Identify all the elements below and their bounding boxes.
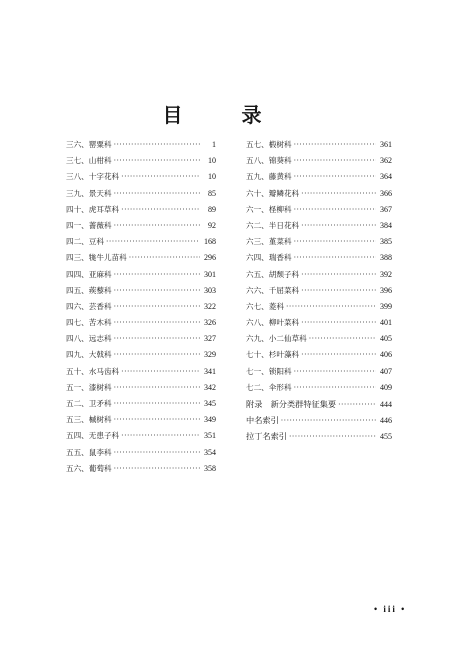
toc-entry: [66, 315, 216, 331]
toc-entry-label: 五七、椴树科: [246, 140, 292, 149]
toc-entry: [66, 445, 216, 461]
toc-entry-label: 五一、漆树科: [66, 382, 112, 392]
toc-entry-label: 中名索引: [246, 415, 279, 426]
toc-entry: [246, 169, 392, 185]
dot-leader: [121, 169, 200, 185]
toc-entry: [66, 137, 216, 153]
toc-entry: [66, 364, 216, 380]
dot-leader: [114, 283, 200, 299]
toc-entry-label: 六九、小二仙草科: [246, 334, 307, 344]
toc-entry-label: 六二、半日花科: [246, 220, 300, 230]
toc-entry: [66, 250, 216, 266]
toc-left-column: [66, 137, 216, 477]
toc-entry-page-number: 367: [380, 204, 392, 214]
toc-entry-page-number: 303: [204, 285, 216, 295]
dot-leader: [121, 364, 200, 380]
toc-entry-label: 附录 新分类群特征集要: [246, 399, 337, 409]
toc-entry: [246, 299, 392, 315]
dot-leader: [294, 169, 376, 185]
dot-leader: [294, 234, 376, 250]
toc-entry-page-number: 358: [204, 463, 216, 473]
toc-entry-label: 六六、千屈菜科: [246, 285, 300, 295]
dot-leader: [114, 412, 200, 428]
dot-leader: [294, 202, 376, 218]
toc-entry: [246, 250, 392, 266]
toc-entry-label: 五十、水马齿科: [66, 366, 120, 376]
toc-entry: [246, 428, 392, 444]
toc-entry-page-number: 329: [204, 350, 216, 360]
toc-entry-label: 六八、柳叶菜科: [246, 318, 300, 328]
dot-leader: [114, 347, 200, 363]
dot-leader: [121, 202, 200, 218]
dot-leader: [301, 283, 376, 299]
toc-entry-label: 四一、蔷薇科: [66, 220, 112, 230]
toc-entry-page-number: 455: [380, 432, 392, 442]
toc-entry: [66, 461, 216, 477]
dot-leader: [294, 250, 376, 266]
toc-entry: [66, 218, 216, 234]
toc-entry: [66, 234, 216, 250]
toc-entry-page-number: 89: [208, 204, 216, 214]
toc-entry: [246, 218, 392, 234]
toc-entry: [246, 234, 392, 250]
toc-entry-page-number: 342: [204, 382, 216, 392]
toc-entry-label: 四三、牻牛儿苗科: [66, 253, 127, 263]
dot-leader: [301, 347, 376, 363]
toc-entry-label: 四九、大戟科: [66, 350, 112, 360]
dot-leader: [121, 428, 200, 444]
dot-leader: [301, 267, 376, 283]
dot-leader: [294, 364, 376, 380]
toc-entry: [246, 347, 392, 363]
toc-entry: [246, 364, 392, 380]
toc-entry: [246, 137, 392, 153]
toc-entry-page-number: 326: [204, 318, 216, 328]
toc-entry: [246, 396, 392, 412]
toc-entry: [66, 380, 216, 396]
toc-entry: [246, 412, 392, 428]
dot-leader: [114, 445, 200, 461]
toc-entry-page-number: 168: [204, 237, 216, 247]
toc-entry-label: 七十、杉叶藻科: [246, 350, 300, 360]
toc-entry-label: 六四、瑞香科: [246, 253, 292, 263]
toc-entry-page-number: 85: [208, 188, 216, 198]
toc-entry-page-number: 385: [380, 237, 392, 247]
toc-entry: [246, 153, 392, 169]
dot-leader: [338, 397, 376, 413]
page-number: • iii •: [374, 604, 407, 614]
toc-entry: [66, 299, 216, 315]
toc-entry: [246, 315, 392, 331]
dot-leader: [114, 267, 200, 283]
dot-leader: [301, 218, 376, 234]
toc-entry-page-number: 409: [380, 382, 392, 392]
dot-leader: [114, 137, 200, 153]
toc-entry: [66, 412, 216, 428]
toc-entry: [66, 283, 216, 299]
toc-entry-label: 三七、山柑科: [66, 156, 112, 166]
dot-leader: [114, 315, 200, 331]
toc-entry: [66, 202, 216, 218]
toc-entry-page-number: 361: [380, 140, 392, 149]
toc-entry: [246, 186, 392, 202]
dot-leader: [281, 413, 376, 429]
toc-entry-label: 七一、锁阳科: [246, 366, 292, 376]
toc-entry-label: 六十、瓣鳞花科: [246, 188, 300, 198]
dot-leader: [286, 299, 376, 315]
toc-entry: [66, 396, 216, 412]
dot-leader: [294, 153, 376, 169]
dot-leader: [114, 331, 200, 347]
dot-leader: [129, 250, 200, 266]
toc-entry: [66, 428, 216, 444]
toc-entry-page-number: 351: [204, 431, 216, 441]
dot-leader: [301, 315, 376, 331]
toc-entry-label: 六三、堇菜科: [246, 237, 292, 247]
toc-entry-page-number: 364: [380, 172, 392, 182]
toc-entry-page-number: 10: [208, 172, 216, 182]
dot-leader: [114, 186, 200, 202]
toc-entry-page-number: 301: [204, 269, 216, 279]
dot-leader: [309, 331, 376, 347]
toc-entry-label: 四五、蒺藜科: [66, 285, 112, 295]
toc-entry-page-number: 10: [208, 156, 216, 166]
toc-entry-page-number: 396: [380, 285, 392, 295]
toc-entry-page-number: 92: [208, 220, 216, 230]
dot-leader: [106, 234, 200, 250]
toc-entry: [66, 347, 216, 363]
toc-entry: [246, 331, 392, 347]
toc-entry: [66, 186, 216, 202]
dot-leader: [294, 137, 376, 153]
toc-entry-label: 五二、卫矛科: [66, 399, 112, 408]
toc-entry-page-number: 366: [380, 188, 392, 198]
toc-entry-label: 三九、景天科: [66, 188, 112, 198]
toc-entry-label: 五五、鼠李科: [66, 447, 112, 457]
toc-entry-label: 七二、伞形科: [246, 382, 292, 392]
toc-entry-page-number: 392: [380, 269, 392, 279]
toc-entry-page-number: 406: [380, 350, 392, 360]
toc-entry-page-number: 327: [204, 334, 216, 344]
toc-entry-page-number: 345: [204, 399, 216, 408]
toc-entry: [246, 267, 392, 283]
toc-entry-page-number: 341: [204, 366, 216, 376]
dot-leader: [114, 380, 200, 396]
toc-entry-page-number: 388: [380, 253, 392, 263]
toc-entry-label: 四十、虎耳草科: [66, 204, 120, 214]
toc-entry: [66, 169, 216, 185]
toc-entry-label: 四六、芸香科: [66, 301, 112, 311]
toc-entry-page-number: 401: [380, 318, 392, 328]
toc-entry: [66, 267, 216, 283]
page-title: 目 录: [162, 103, 288, 127]
toc-entry-label: 六五、胡颓子科: [246, 269, 300, 279]
dot-leader: [294, 380, 376, 396]
toc-entry-page-number: 1: [212, 140, 216, 149]
dot-leader: [289, 429, 376, 445]
toc-entry-page-number: 399: [380, 301, 392, 311]
toc-entry: [66, 153, 216, 169]
toc-entry-label: 四八、远志科: [66, 334, 112, 344]
toc-entry-page-number: 322: [204, 301, 216, 311]
dot-leader: [114, 461, 200, 477]
toc-entry-page-number: 349: [204, 415, 216, 425]
dot-leader: [114, 299, 200, 315]
toc-entry-page-number: 407: [380, 366, 392, 376]
toc-entry-page-number: 384: [380, 220, 392, 230]
toc-entry-label: 五三、槭树科: [66, 415, 112, 425]
toc-entry-page-number: 296: [204, 253, 216, 263]
dot-leader: [301, 186, 376, 202]
toc-entry: [246, 283, 392, 299]
toc-entry-label: 三八、十字花科: [66, 172, 120, 182]
dot-leader: [114, 396, 200, 412]
toc-entry-label: 四七、苦木科: [66, 318, 112, 328]
toc-entry-label: 四二、豆科: [66, 237, 104, 247]
toc-entry-label: 五四、无患子科: [66, 431, 120, 441]
toc-right-column: [246, 137, 392, 445]
toc-entry: [246, 380, 392, 396]
toc-entry-label: 三六、罂粟科: [66, 140, 112, 149]
toc-entry-label: 五九、藤黄科: [246, 172, 292, 182]
dot-leader: [114, 218, 200, 234]
toc-entry-page-number: 362: [380, 156, 392, 166]
toc-entry-label: 五六、葡萄科: [66, 463, 112, 473]
toc-entry-page-number: 444: [380, 400, 392, 409]
toc-entry-page-number: 446: [380, 416, 392, 426]
toc-entry-label: 拉丁名索引: [246, 431, 287, 442]
toc-entry-label: 五八、锦葵科: [246, 156, 292, 166]
dot-leader: [114, 153, 200, 169]
toc-entry: [66, 331, 216, 347]
toc-entry-page-number: 405: [380, 334, 392, 344]
toc-entry-label: 六一、柽柳科: [246, 204, 292, 214]
toc-entry: [246, 202, 392, 218]
toc-entry-label: 四四、亚麻科: [66, 269, 112, 279]
toc-entry-label: 六七、菱科: [246, 301, 284, 311]
toc-entry-page-number: 354: [204, 447, 216, 457]
